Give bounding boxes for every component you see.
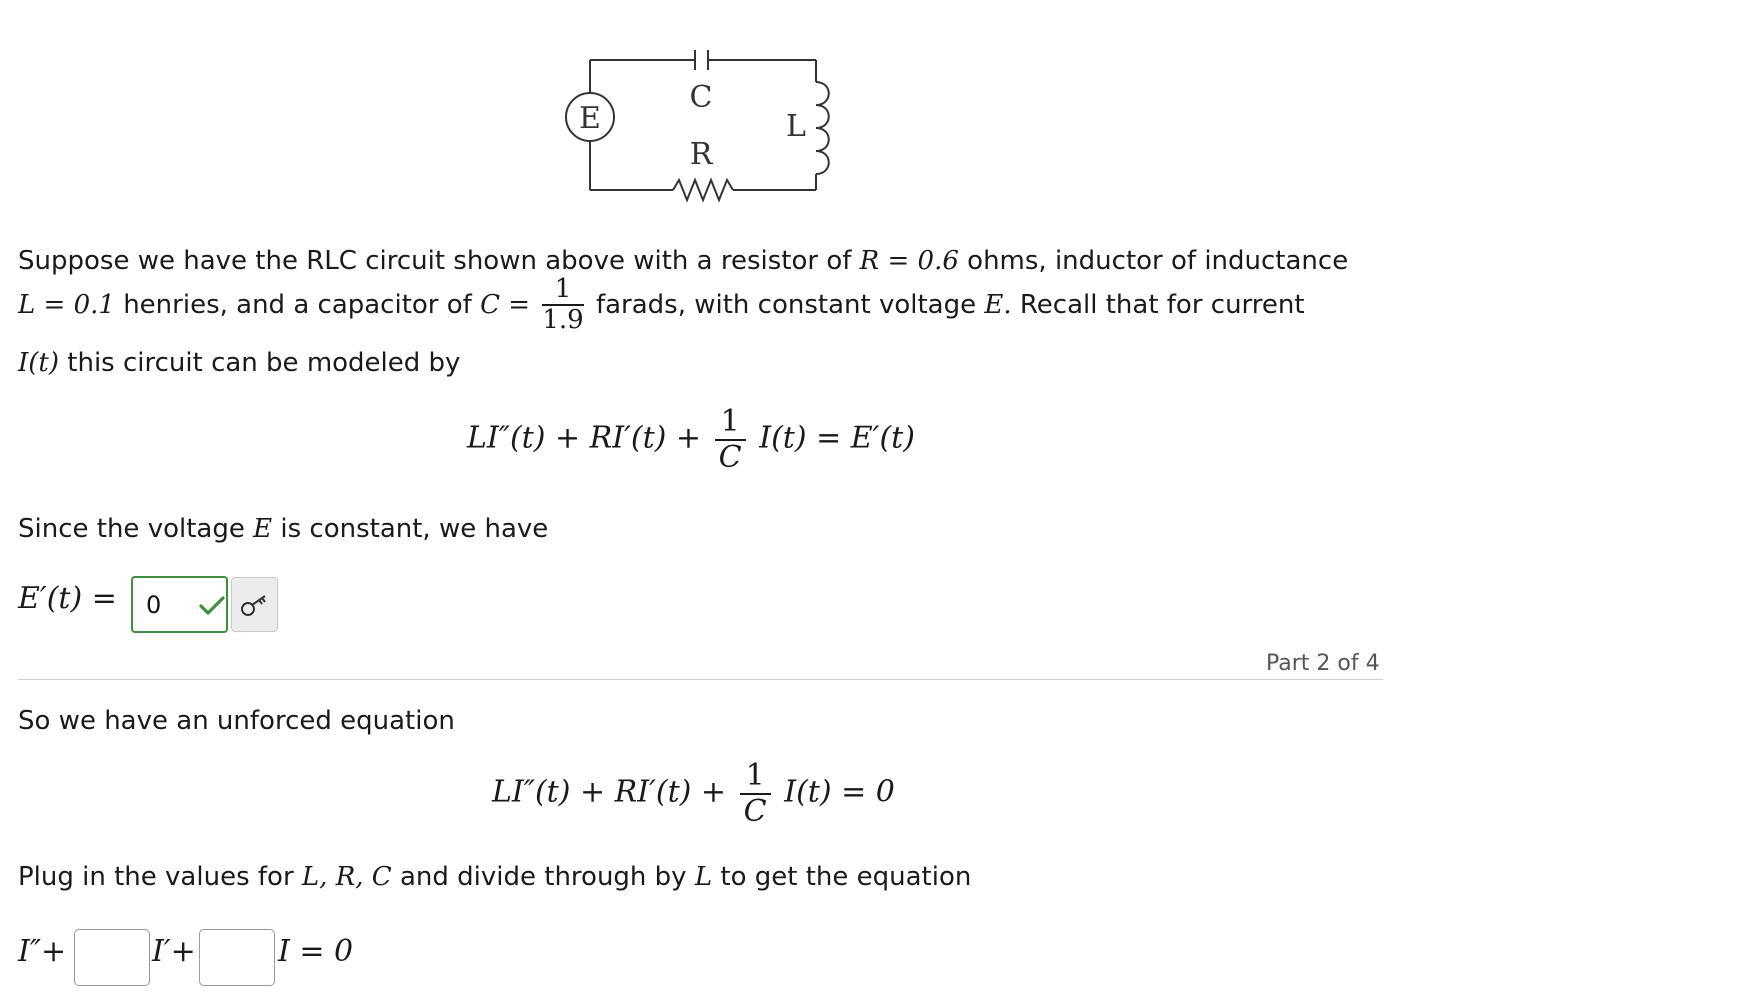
- resistance-expression: R = 0.6: [859, 246, 959, 276]
- intro-line-1: Suppose we have the RLC circuit shown above with a resistor of R = 0.6 ohms, inductor of inductance: [18, 246, 1349, 276]
- constant-voltage-text: Since the voltage E is constant, we have: [18, 514, 549, 544]
- part-indicator: Part 2 of 4: [1266, 651, 1380, 676]
- intro-line-2: L = 0.1 henries, and a capacitor of C = $\frac{1}{1.9}$ farads, with constant voltage E. Recall that for current: [18, 274, 1305, 336]
- inductance-expression: L = 0.1: [18, 289, 115, 320]
- part-divider: [18, 679, 1383, 680]
- answer-key-button[interactable]: [231, 577, 278, 632]
- resistor-label: R: [689, 137, 713, 172]
- inductor-label: L: [786, 109, 806, 144]
- final-term-first-derivative: I′+: [152, 934, 196, 969]
- capacitance-fraction: $\frac{1}{1.9}$: [542, 274, 584, 336]
- intro-line-3: I(t) this circuit can be modeled by: [18, 348, 461, 378]
- plug-in-instructions: Plug in the values for L, R, C and divide through by L to get the equation: [18, 862, 972, 892]
- check-icon: [199, 596, 225, 616]
- unforced-equation-text: So we have an unforced equation: [18, 706, 455, 736]
- final-term-second-derivative: I″+: [18, 934, 67, 969]
- model-equation: LI″(t) + RI′(t) + $\frac{1}{C}$ I(t) = E′(t): [467, 404, 915, 475]
- capacitor-label: C: [689, 80, 713, 115]
- derivative-lhs: E′(t) =: [18, 581, 117, 616]
- source-label: E: [579, 101, 601, 136]
- coefficient-input-1[interactable]: [74, 929, 150, 986]
- rlc-circuit-diagram: [555, 40, 855, 210]
- key-icon: [240, 592, 270, 618]
- final-term-current: I = 0: [278, 934, 354, 969]
- unforced-equation: LI″(t) + RI′(t) + $\frac{1}{C}$ I(t) = 0: [492, 758, 895, 829]
- coefficient-input-2[interactable]: [199, 929, 275, 986]
- derivative-answer-input[interactable]: 0: [131, 576, 228, 633]
